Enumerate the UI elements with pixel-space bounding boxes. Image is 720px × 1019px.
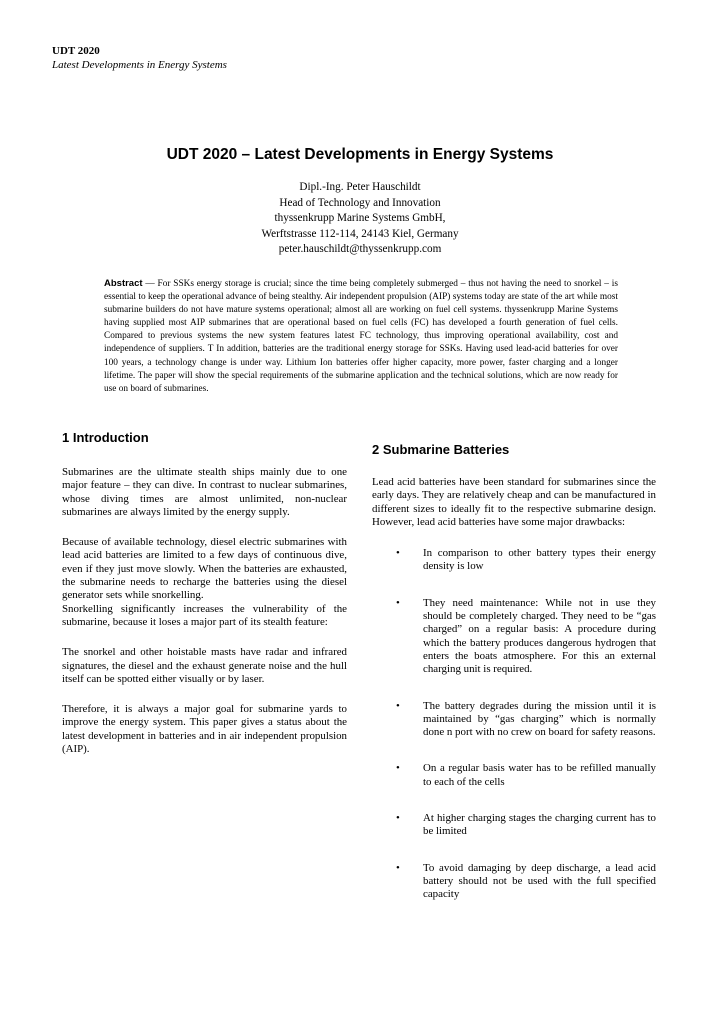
bullet-mark: • (396, 596, 400, 609)
list-item-text: In comparison to other battery types their energy density is low (423, 547, 656, 573)
paragraph: Lead acid batteries have been standard for submarines since the early days. They are relatively cheap and can be manufactured in different sizes to ideally fit to the respective submarine design. However, lead acid batteries have some major drawbacks: (372, 476, 656, 528)
paragraph: Because of available technology, diesel electric submarines with lead acid batteries are limited to a few days of continuous dive, even if they just move slowly. When the batteries are exhausted, the submarine needs to recharge the batteries using the diesel generator sets while snorkelling. (62, 536, 347, 602)
list-item (372, 862, 656, 902)
list-item-text: On a regular basis water has to be refilled manually to each of the cells (423, 762, 656, 788)
bullet-mark: • (396, 861, 400, 874)
list-item (372, 597, 656, 677)
abstract (104, 277, 618, 396)
bullet-mark: • (396, 547, 400, 560)
author-position: Head of Technology and Innovation (279, 196, 441, 209)
right-column (372, 442, 656, 925)
paragraph: Submarines are the ultimate stealth ships mainly due to one major feature – they can dive. In contrast to nuclear submarines, whose diving times are almost unlimited, non-nuclear submarines are always limited by the energy supply. (62, 466, 347, 518)
running-header (52, 44, 227, 72)
section-heading-submarine-batteries: 2 Submarine Batteries (372, 442, 510, 457)
paragraph: Snorkelling significantly increases the vulnerability of the submarine, because it loses a major part of its stealth feature: (62, 602, 347, 628)
header-running-title: Latest Developments in Energy Systems (52, 59, 227, 71)
list-item-text: To avoid damaging by deep discharge, a lead acid battery should not be used with the full specified capacity (423, 861, 656, 901)
list-item-text: The battery degrades during the mission until it is maintained by “gas charging” which is normally done n port with no crew on board for safety reasons. (423, 699, 656, 739)
list-item (372, 547, 656, 574)
list-item-text: At higher charging stages the charging current has to be limited (423, 812, 656, 838)
section-heading-introduction: 1 Introduction (62, 430, 149, 445)
abstract-text: — For SSKs energy storage is crucial; since the time being completely submerged – thus not having the need to snorkel – is essential to keep the operational advance of being stealthy. Air independent propulsion (AIP) systems today are state of the art while most submarine builders do not have mature systems operational; almost all are working on fuel cell systems. thyssenkrupp Marine Systems having supplied most AIP submarines that are operational based on fuel cells (FC) has developed a fourth generation of fuel cells. Compared to previous systems the new system features latest FC technology, thus improving operational availability, cost and independence of suppliers. T In addition, batteries are the traditional energy storage for SSKs. Having used lead-acid batteries for over 100 years, a technology change is under way. Lithium Ion batteries offer higher capacity, more power, faster charging and a longer lifetime. The paper will show the special requirements of the submarine application and the technical solutions, which are now ready for use on board of submarines. (104, 279, 618, 394)
drawbacks-list (372, 547, 656, 901)
list-item-text: They need maintenance: While not in use they should be completely charged. They need to be “gas charged” on a regular basis: A procedure during which the battery produces dangerous hydrogen that enters the boats atmosphere. For this an external charging unit is required. (423, 596, 656, 676)
paper-title: UDT 2020 – Latest Developments in Energy Systems (166, 146, 554, 163)
paragraph: The snorkel and other hoistable masts have radar and infrared signatures, the diesel and the exhaust generate noise and the hull itself can be spotted either visually or by laser. (62, 646, 347, 685)
author-block (0, 180, 720, 258)
author-address: Werftstrasse 112-114, 24143 Kiel, Germany (261, 227, 459, 240)
bullet-mark: • (396, 762, 400, 775)
bullet-mark: • (396, 812, 400, 825)
author-name: Dipl.-Ing. Peter Hauschildt (299, 181, 421, 193)
author-company: thyssenkrupp Marine Systems GmbH, (274, 212, 446, 224)
header-conference: UDT 2020 (52, 45, 100, 57)
paragraph: Therefore, it is always a major goal for submarine yards to improve the energy system. This paper gives a status about the latest development in batteries and in air independent propulsion (AIP). (62, 703, 347, 756)
list-item (372, 762, 656, 789)
list-item (372, 812, 656, 839)
left-column (62, 430, 347, 773)
abstract-label: Abstract (104, 278, 143, 289)
author-email: peter.hauschildt@thyssenkrupp.com (278, 243, 442, 255)
bullet-mark: • (396, 699, 400, 712)
list-item (372, 700, 656, 740)
